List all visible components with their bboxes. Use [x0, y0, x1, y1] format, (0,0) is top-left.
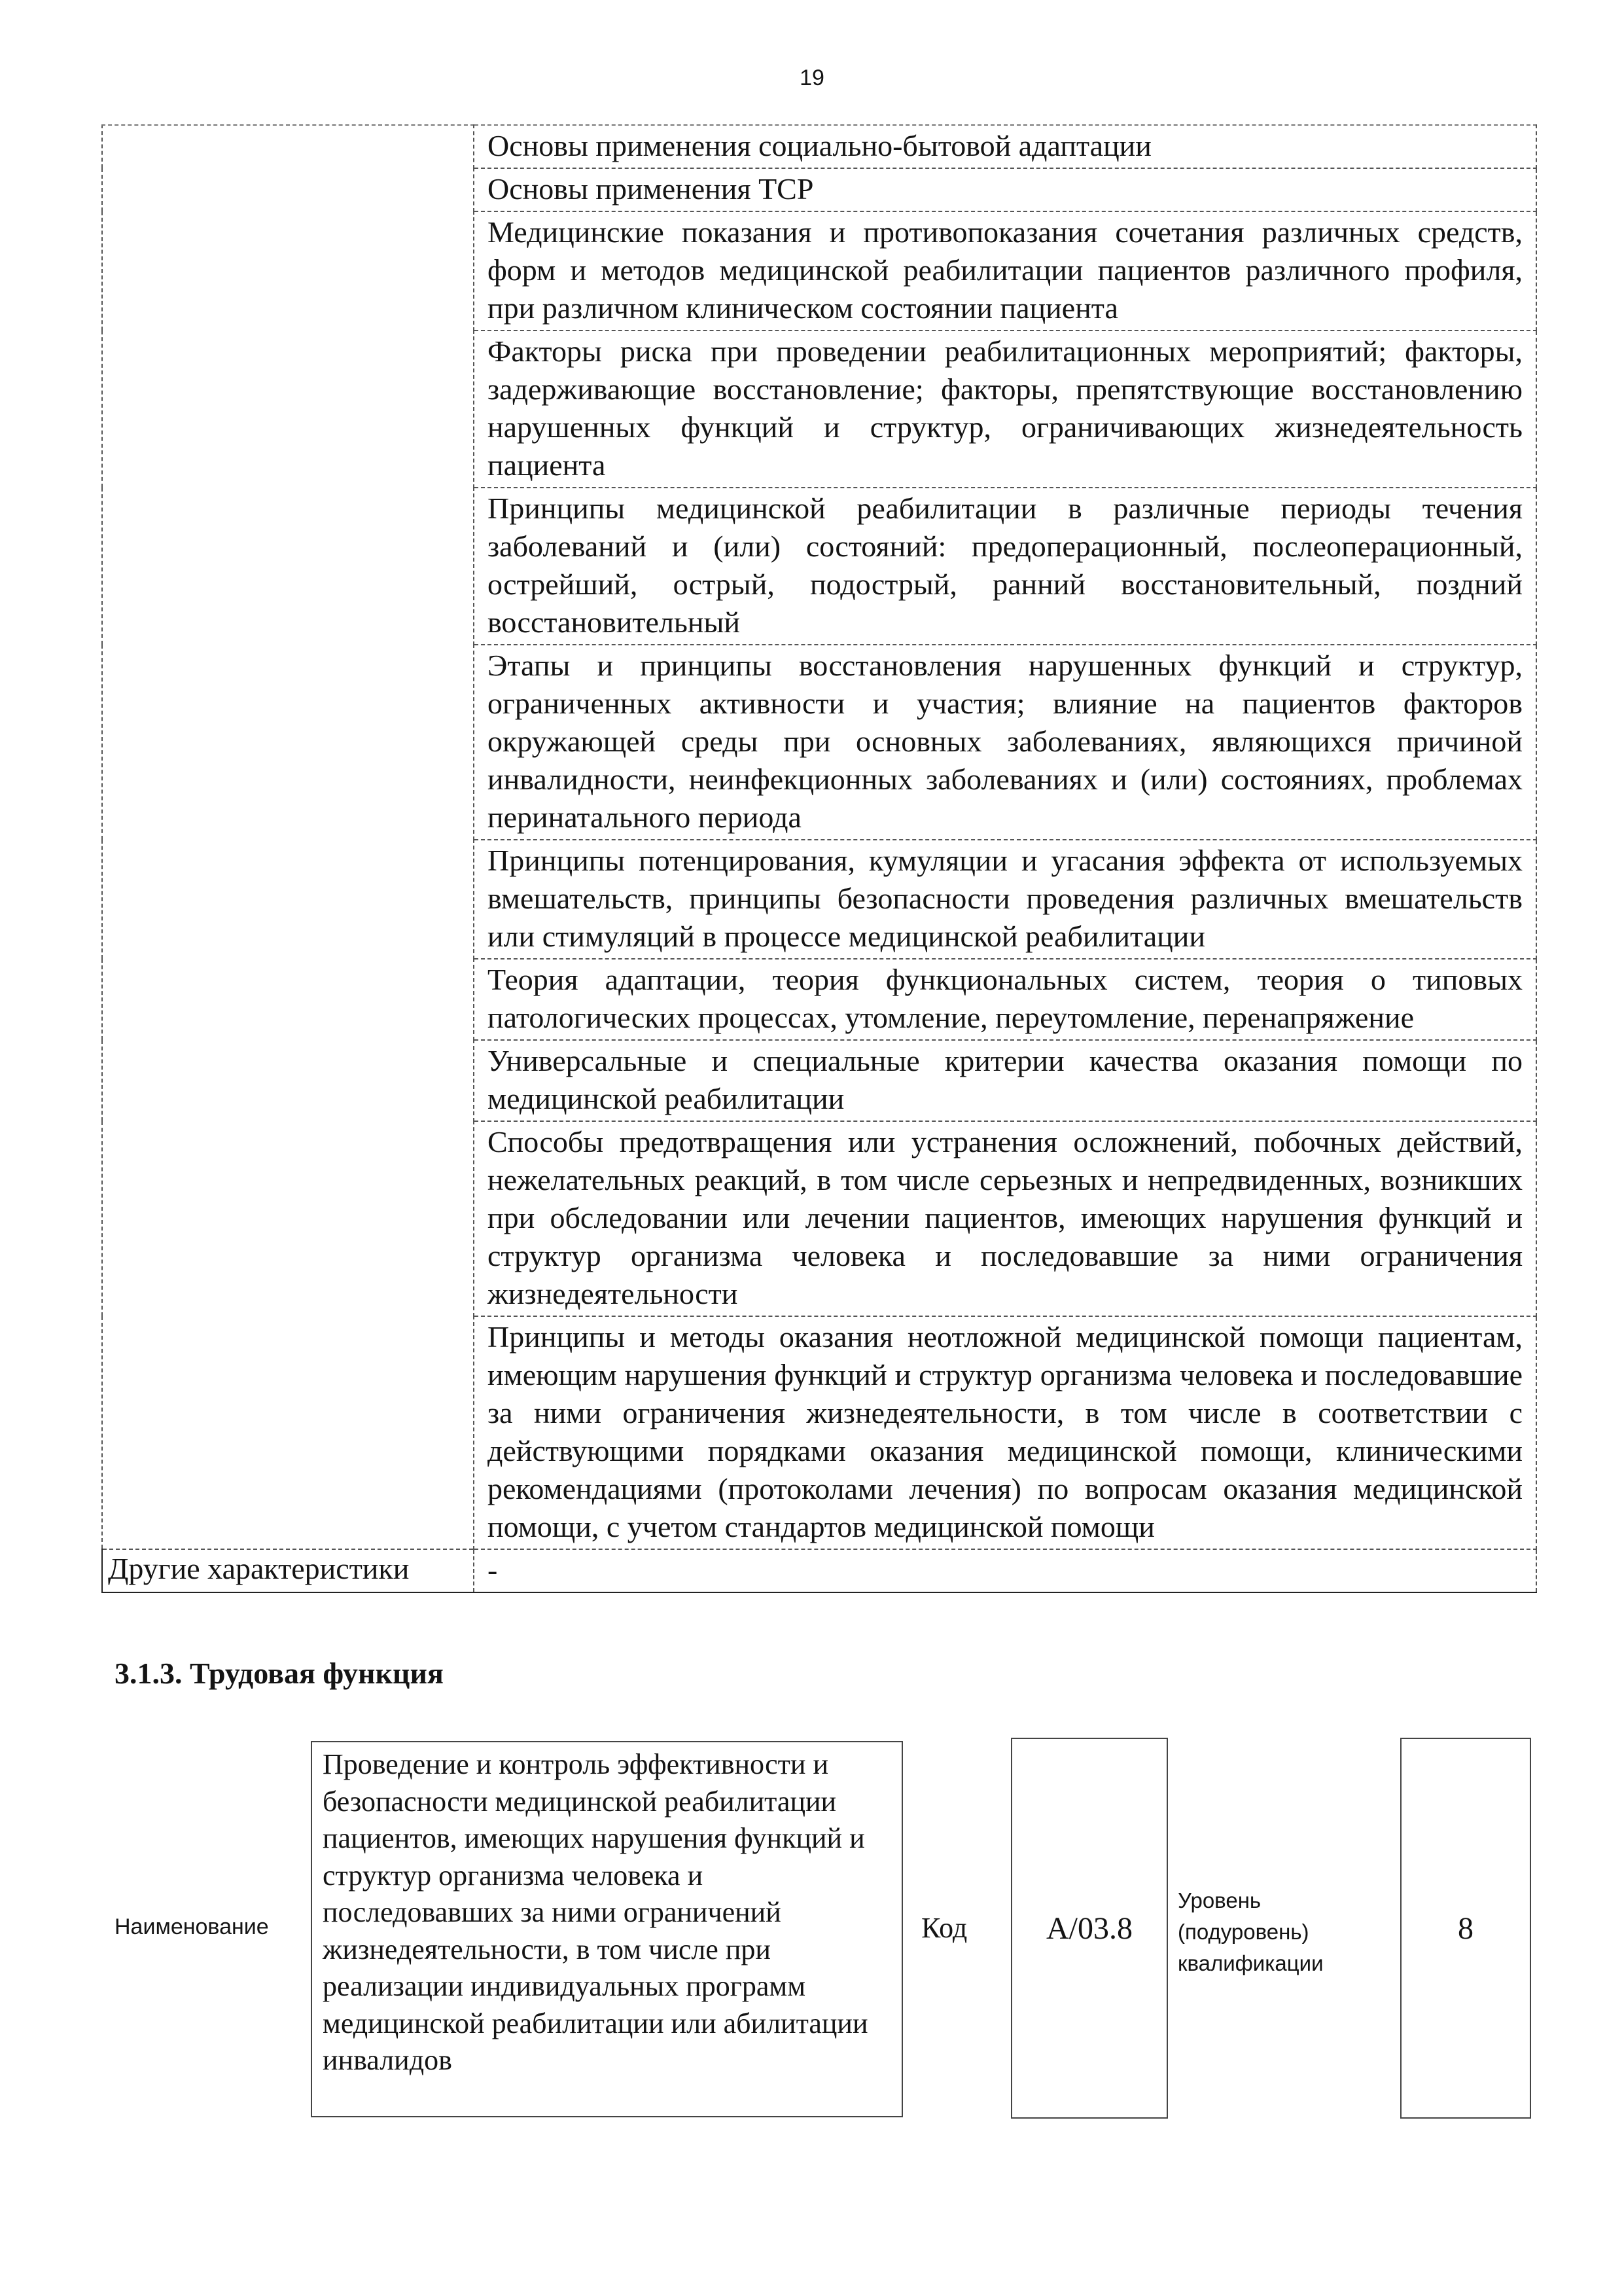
- page-number: 19: [800, 65, 824, 90]
- knowledge-item: Способы предотвращения или устранения осложнений, побочных действий, нежелательных реакций, в том числе серьезных и непредвиденных, возникших при обследовании или лечении пациентов, имеющих нарушения функций и структур организма человека и последовавшие за ними ограничения жизнедеятельности: [474, 1121, 1536, 1316]
- qualification-level-box: [1400, 1738, 1531, 2119]
- table-row: [102, 125, 1536, 168]
- knowledge-item: Принципы и методы оказания неотложной медицинской помощи пациентам, имеющим нарушения функций и структур организма человека и последовавшие за ними ограничения жизнедеятельности, в том числе в соответствии с действующими порядками оказания медицинской помощи, клиническими рекомендациями (протоколами лечения) по вопросам оказания медицинской помощи, с учетом стандартов медицинской помощи: [474, 1316, 1536, 1549]
- knowledge-item: Универсальные и специальные критерии качества оказания помощи по медицинской реабилитации: [474, 1040, 1536, 1121]
- knowledge-item: Основы применения ТСР: [474, 168, 1536, 211]
- knowledge-item: Принципы медицинской реабилитации в различные периоды течения заболеваний и (или) состояний: предоперационный, послеоперационный, острейший, острый, подострый, ранний восстановительный, поздний восстановительный: [474, 488, 1536, 645]
- other-characteristics-label: Другие характеристики: [102, 1549, 474, 1592]
- function-name-box: Проведение и контроль эффективности и безопасности медицинской реабилитации пациентов, имеющих нарушения функций и структур организма человека и последовавших за ними ограничений жизнедеятельности, в том числе при реализации индивидуальных программ медицинской реабилитации или абилитации инвалидов: [311, 1741, 903, 2117]
- knowledge-item: Факторы риска при проведении реабилитационных мероприятий; факторы, задерживающие восстановление; факторы, препятствующие восстановлению нарушенных функций и структур, ограничивающих жизнедеятельность пациента: [474, 331, 1536, 488]
- code-value: A/03.8: [1046, 1910, 1133, 1946]
- qualification-level-label: Уровень (подуровень) квалификации: [1178, 1888, 1324, 1975]
- knowledge-table: [101, 124, 1537, 1593]
- knowledge-item: Этапы и принципы восстановления нарушенных функций и структур, ограниченных активности и участия; влияние на пациентов факторов окружающей среды при основных заболеваниях, являющихся причиной инвалидности, неинфекционных заболеваниях и (или) состояниях, проблемах перинатального периода: [474, 645, 1536, 840]
- table-row: [102, 1549, 1536, 1592]
- name-label: Наименование: [115, 1914, 269, 1939]
- qualification-level-value: 8: [1458, 1910, 1474, 1946]
- knowledge-item: Основы применения социально-бытовой адаптации: [474, 125, 1536, 168]
- blank-label-cell: [102, 125, 474, 1549]
- knowledge-item: Теория адаптации, теория функциональных систем, теория о типовых патологических процессах, утомление, переутомление, перенапряжение: [474, 959, 1536, 1040]
- knowledge-item: Медицинские показания и противопоказания сочетания различных средств, форм и методов медицинской реабилитации пациентов различного профиля, при различном клиническом состоянии пациента: [474, 211, 1536, 331]
- section-heading: 3.1.3. Трудовая функция: [115, 1657, 444, 1690]
- code-value-box: [1011, 1738, 1168, 2119]
- knowledge-item: Принципы потенцирования, кумуляции и угасания эффекта от используемых вмешательств, принципы безопасности проведения различных вмешательств или стимуляций в процессе медицинской реабилитации: [474, 840, 1536, 959]
- code-label: Код: [921, 1912, 968, 1944]
- other-characteristics-value: -: [474, 1549, 1536, 1592]
